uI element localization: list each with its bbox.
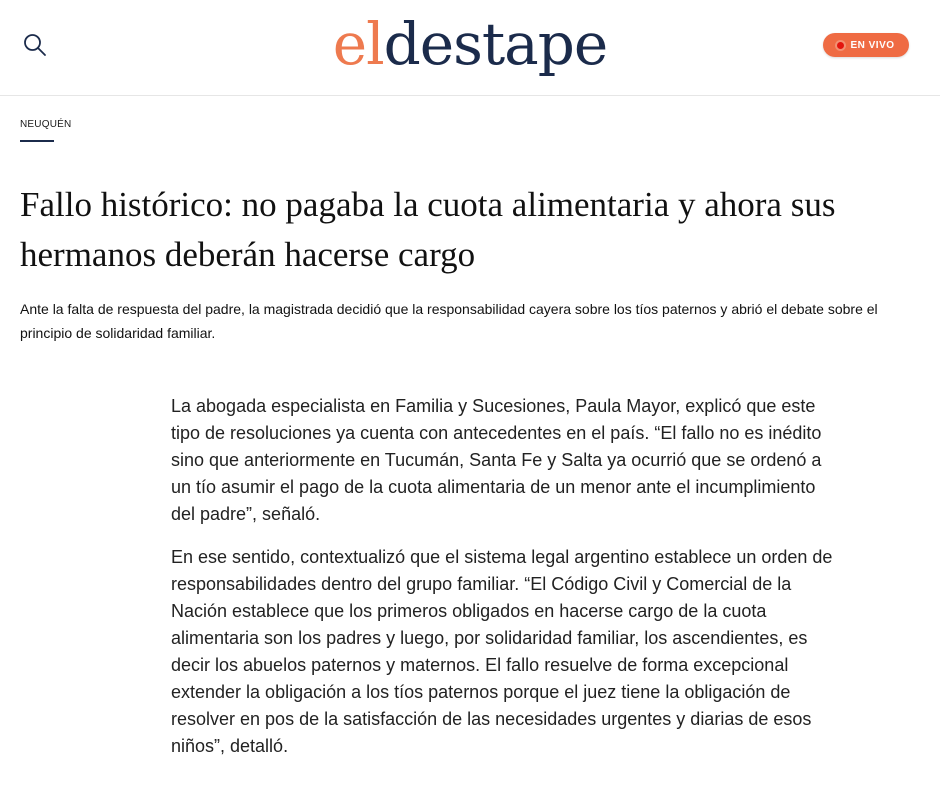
article-title: Fallo histórico: no pagaba la cuota alimentaria y ahora sus hermanos deberán hacerse cargo <box>20 185 836 274</box>
article-body <box>171 393 833 776</box>
article-paragraph: La abogada especialista en Familia y Sucesiones, Paula Mayor, explicó que este tipo de resoluciones ya cuenta con antecedentes en el país. “El fallo no es inédito sino que anteriormente en Tucumán, Santa Fe y Salta ya ocurrió que se ordenó a un tío asumir el pago de la cuota alimentaria de un menor ante el incumplimiento del padre”, señaló. <box>171 396 822 524</box>
logo-part-el: el <box>332 10 384 78</box>
live-dot-icon <box>837 42 844 49</box>
article-subtitle: Ante la falta de respuesta del padre, la magistrada decidió que la responsabilidad cayera sobre los tíos paternos y abrió el debate sobre el principio de solidaridad familiar. <box>20 301 878 341</box>
article-paragraph: En ese sentido, contextualizó que el sistema legal argentino establece un orden de responsabilidades dentro del grupo familiar. “El Código Civil y Comercial de la Nación establece que los primeros obligados en hacerse cargo de la cuota alimentaria son los padres y luego, por solidaridad familiar, los ascendientes, es decir los abuelos paternos y maternos. El fallo resuelve de forma excepcional extender la obligación a los tíos paternos porque el juez tiene la obligación de resolver en pos de la satisfacción de las necesidades urgentes y diarias de esos niños”, detalló. <box>171 547 833 756</box>
live-button-label: EN VIVO <box>850 39 895 51</box>
site-header <box>0 0 940 96</box>
live-button[interactable] <box>823 33 909 57</box>
logo-part-destape: destape <box>383 10 608 78</box>
section-underline <box>20 140 54 142</box>
site-logo[interactable] <box>0 6 940 82</box>
section-link[interactable]: NEUQUÉN <box>20 119 72 130</box>
